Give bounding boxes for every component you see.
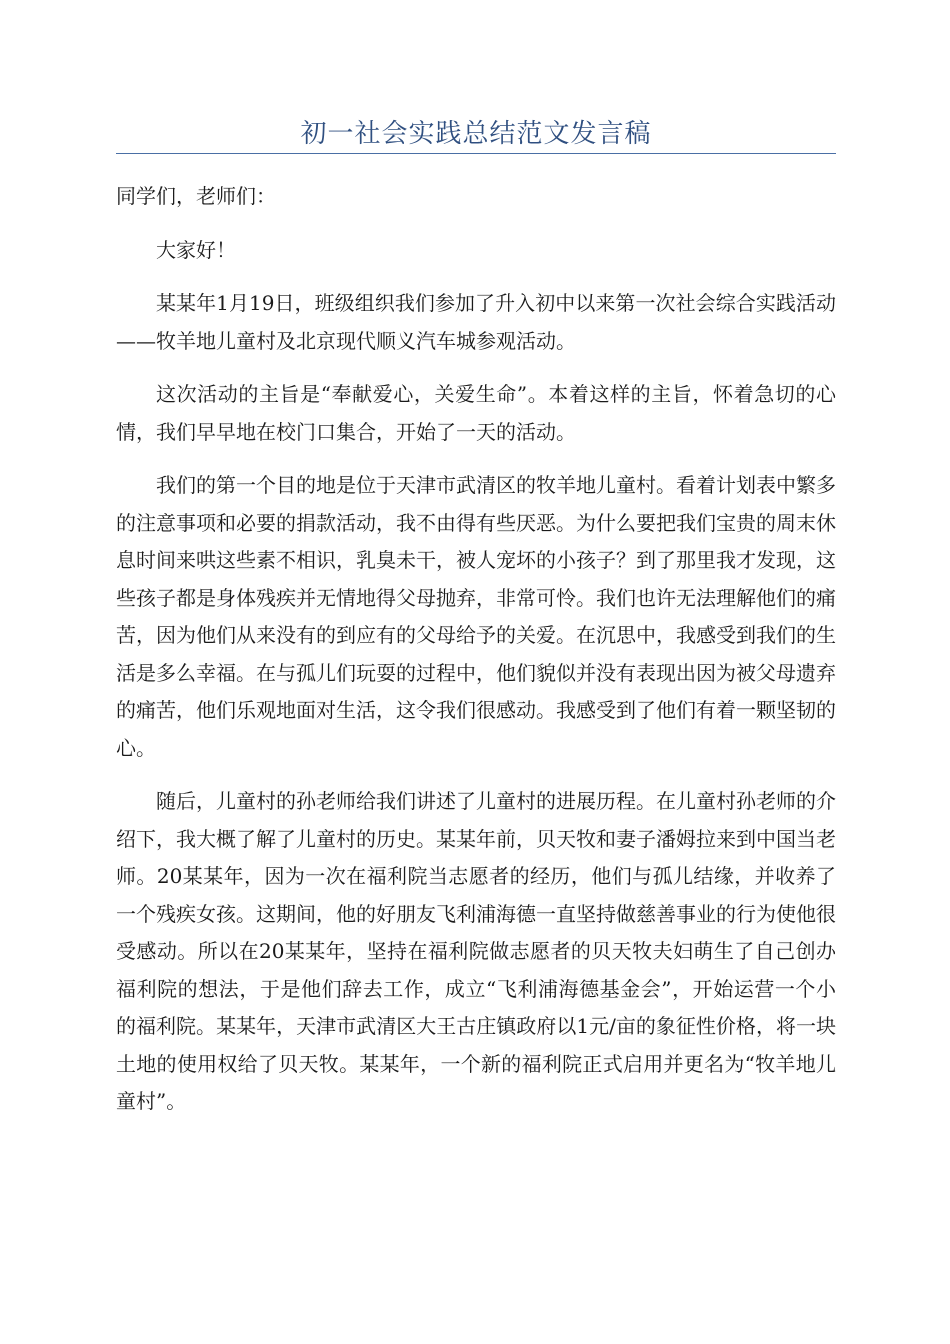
title-underline	[116, 153, 836, 154]
paragraph: 某某年1月19日，班级组织我们参加了升入初中以来第一次社会综合实践活动——牧羊地儿童村及北京现代顺义汽车城参观活动。	[116, 291, 836, 353]
paragraph: 这次活动的主旨是“奉献爱心，关爱生命”。本着这样的主旨，怀着急切的心情，我们早早地在校门口集合，开始了一天的活动。	[116, 382, 836, 444]
greeting-line: 同学们，老师们：	[116, 184, 276, 208]
paragraph: 随后，儿童村的孙老师给我们讲述了儿童村的进展历程。在儿童村孙老师的介绍下，我大概了解了儿童村的历史。某某年前，贝天牧和妻子潘姆拉来到中国当老师。20某某年，因为一次在福利院当志愿者的经历，他们与孤儿结缘，并收养了一个残疾女孩。这期间，他的好朋友飞利浦海德一直坚持做慈善事业的行为使他很受感动。所以在20某某年，坚持在福利院做志愿者的贝天牧夫妇萌生了自己创办福利院的想法，于是他们辞去工作，成立“飞利浦海德基金会”，开始运营一个小的福利院。某某年，天津市武清区大王古庄镇政府以1元/亩的象征性价格，将一块土地的使用权给了贝天牧。某某年，一个新的福利院正式启用并更名为“牧羊地儿童村”。	[116, 789, 836, 1113]
paragraph: 我们的第一个目的地是位于天津市武清区的牧羊地儿童村。看着计划表中繁多的注意事项和必要的捐款活动，我不由得有些厌恶。为什么要把我们宝贵的周末休息时间来哄这些素不相识，乳臭未干，被人宠坏的小孩子？到了那里我才发现，这些孩子都是身体残疾并无情地得父母抛弃，非常可怜。我们也许无法理解他们的痛苦，因为他们从来没有的到应有的父母给予的关爱。在沉思中，我感受到我们的生活是多么幸福。在与孤儿们玩耍的过程中，他们貌似并没有表现出因为被父母遗弃的痛苦，他们乐观地面对生活，这令我们很感动。我感受到了他们有着一颗坚韧的心。	[116, 473, 836, 760]
document-title: 初一社会实践总结范文发言稿	[300, 119, 652, 149]
document-body	[116, 178, 836, 1137]
paragraph: 大家好！	[156, 237, 236, 262]
